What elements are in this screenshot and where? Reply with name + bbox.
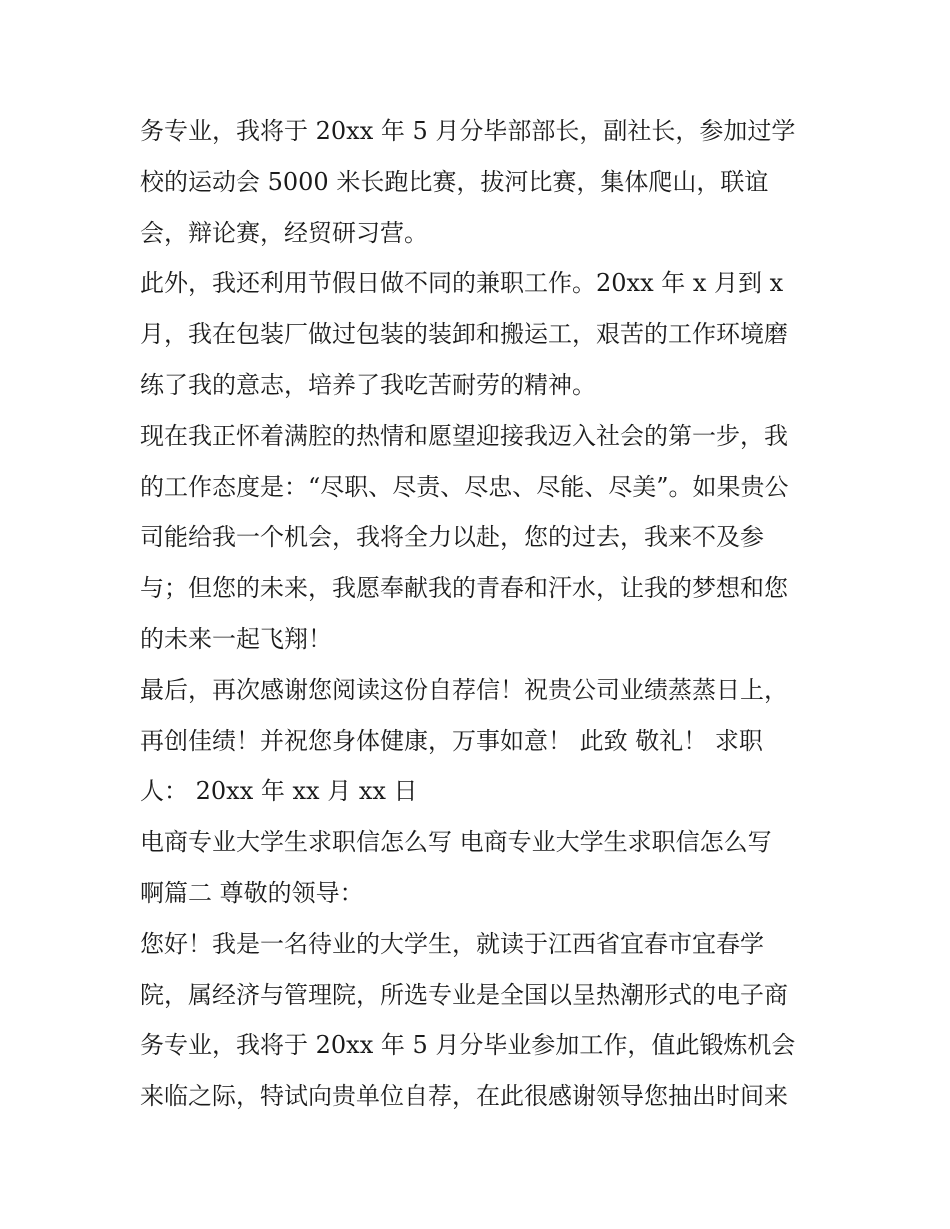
text-line: 务专业，我将于 20xx 年 5 月分毕部部长，副社长，参加过学 [140,117,796,145]
text-line: 电商专业大学生求职信怎么写 电商专业大学生求职信怎么写 [140,828,772,857]
text-line: 您好！我是一名待业的大学生，就读于江西省宜春市宜春学 [140,929,764,958]
text-line: 现在我正怀着满腔的热情和愿望迎接我迈入社会的第一步，我 [140,421,788,450]
text-line: 的未来一起飞翔！ [140,624,332,653]
text-line: 务专业，我将于 20xx 年 5 月分毕业参加工作，值此锻炼机会 [140,1031,796,1060]
text-line: 与；但您的未来，我愿奉献我的青春和汗水，让我的梦想和您 [140,574,788,603]
text-line: 人： 20xx 年 xx 月 xx 日 [140,777,418,806]
text-line: 此外，我还利用节假日做不同的兼职工作。20xx 年 x 月到 x [140,269,784,298]
text-line: 的工作态度是：“尽职、尽责、尽忠、尽能、尽美”。如果贵公 [140,472,789,501]
text-line: 月，我在包装厂做过包装的装卸和搬运工，艰苦的工作环境磨 [140,320,788,349]
document-body [140,106,820,1122]
text-line: 再创佳绩！并祝您身体健康，万事如意！ 此致 敬礼！ 求职 [140,726,763,755]
text-line: 来临之际，特试向贵单位自荐，在此很感谢领导您抽出时间来 [140,1082,788,1111]
text-line: 会，辩论赛，经贸研习营。 [140,218,428,247]
text-line: 练了我的意志，培养了我吃苦耐劳的精神。 [140,370,596,399]
text-line: 啊篇二 尊敬的领导： [140,878,364,907]
text-line: 院，属经济与管理院，所选专业是全国以呈热潮形式的电子商 [140,980,788,1009]
text-line: 校的运动会 5000 米长跑比赛，拔河比赛，集体爬山，联谊 [140,167,769,196]
text-line: 最后，再次感谢您阅读这份自荐信！祝贵公司业绩蒸蒸日上， [140,675,788,704]
text-line: 司能给我一个机会，我将全力以赴，您的过去，我来不及参 [140,523,764,552]
